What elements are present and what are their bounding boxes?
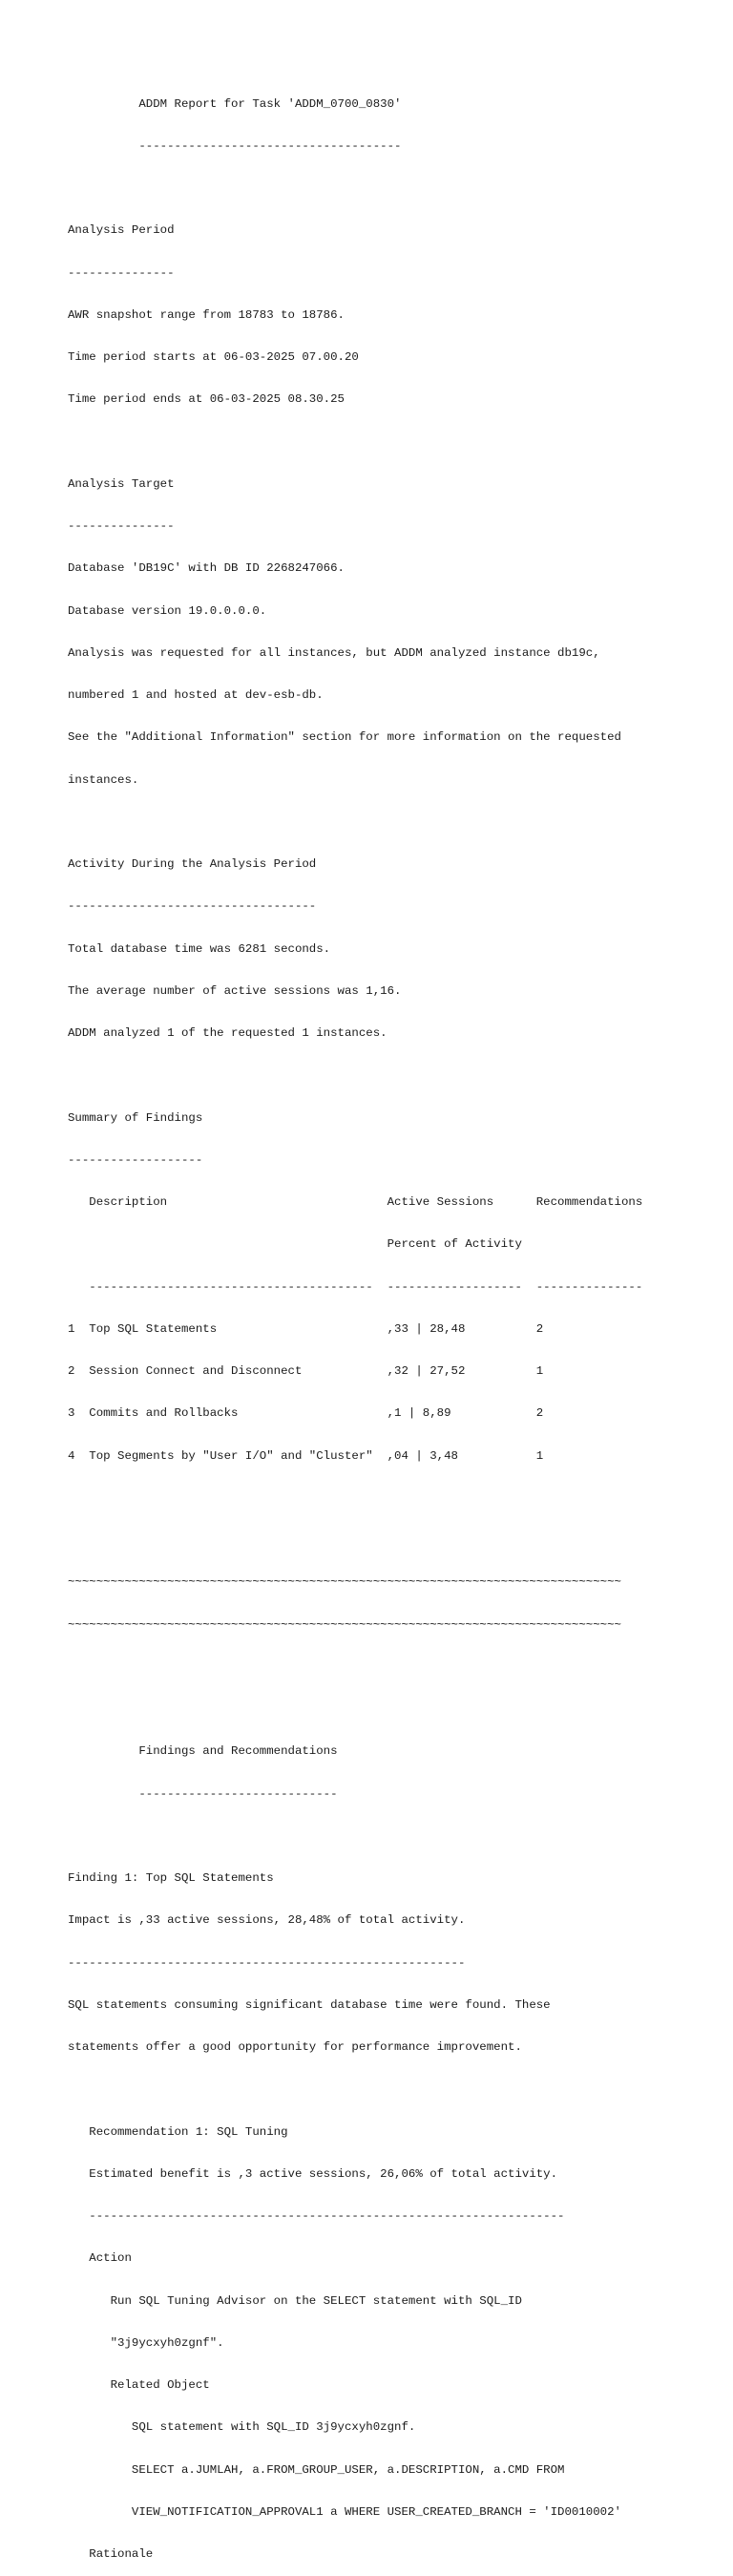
findings-title: Findings and Recommendations — [68, 1744, 338, 1759]
blank-line — [68, 1068, 642, 1083]
report-line: AWR snapshot range from 18783 to 18786. — [68, 307, 345, 322]
report-line: SQL statement with SQL_ID 3j9ycxyh0zgnf. — [68, 2420, 416, 2435]
section-underline: ----------------------------------- — [68, 899, 317, 914]
blank-line — [68, 1660, 642, 1675]
report-line: Database version 19.0.0.0.0. — [68, 603, 267, 618]
blank-line — [68, 1702, 642, 1717]
finding-underline: -------------------------------------------------------- — [68, 1955, 466, 1970]
summary-table-header: Percent of Activity — [68, 1237, 522, 1252]
blank-line — [68, 1491, 642, 1506]
summary-table-row: 2 Session Connect and Disconnect ,32 | 27,52 1 — [68, 1364, 544, 1378]
report-line: The average number of active sessions was 1,16. — [68, 983, 402, 998]
findings-title-underline: ---------------------------- — [68, 1786, 338, 1801]
tilde-separator: ~~~~~~~~~~~~~~~~~~~~~~~~~~~~~~~~~~~~~~~~~~~~~~~~~~~~~~~~~~~~~~~~~~~~~~~~~~~~~~ — [68, 1617, 621, 1632]
addm-report-text — [68, 69, 642, 2576]
report-line: statements offer a good opportunity for performance improvement. — [68, 2040, 522, 2054]
section-heading-summary: Summary of Findings — [68, 1110, 203, 1125]
recommendation-underline: ------------------------------------------------------------------- — [68, 2209, 565, 2223]
report-line: Analysis was requested for all instances, but ADDM analyzed instance db19c, — [68, 645, 600, 660]
report-line: Time period starts at 06-03-2025 07.00.20 — [68, 350, 359, 364]
report-line: Run SQL Tuning Advisor on the SELECT statement with SQL_ID — [68, 2293, 522, 2308]
report-line: "3j9ycxyh0zgnf". — [68, 2335, 224, 2350]
recommendation-heading: Recommendation 1: SQL Tuning — [68, 2124, 288, 2139]
related-object-heading: Related Object — [68, 2378, 210, 2392]
summary-table-rule: ---------------------------------------- ------------------- --------------- — [68, 1279, 643, 1294]
report-line: Database 'DB19C' with DB ID 2268247066. — [68, 561, 345, 576]
summary-table-row: 4 Top Segments by "User I/O" and "Cluster" ,04 | 3,48 1 — [68, 1448, 544, 1463]
summary-table-row: 1 Top SQL Statements ,33 | 28,48 2 — [68, 1321, 544, 1336]
report-line: Total database time was 6281 seconds. — [68, 941, 331, 956]
report-line: instances. — [68, 772, 139, 787]
section-underline: ------------------- — [68, 1152, 203, 1167]
finding-impact: Impact is ,33 active sessions, 28,48% of total activity. — [68, 1913, 466, 1928]
report-line: SQL statements consuming significant database time were found. These — [68, 1997, 551, 2012]
title-underline: ------------------------------------- — [68, 138, 402, 153]
blank-line — [68, 1533, 642, 1548]
sql-text-line: VIEW_NOTIFICATION_APPROVAL1 a WHERE USER_CREATED_BRANCH = 'ID0010002' — [68, 2504, 621, 2519]
section-underline: --------------- — [68, 519, 175, 533]
section-underline: --------------- — [68, 265, 175, 280]
action-heading: Action — [68, 2251, 132, 2266]
summary-table-row: 3 Commits and Rollbacks ,1 | 8,89 2 — [68, 1406, 544, 1421]
sql-text-line: SELECT a.JUMLAH, a.FROM_GROUP_USER, a.DESCRIPTION, a.CMD FROM — [68, 2462, 565, 2477]
summary-table-header: Description Active Sessions Recommendations — [68, 1195, 643, 1209]
report-line: See the "Additional Information" section for more information on the requested — [68, 730, 621, 745]
blank-line — [68, 181, 642, 196]
tilde-separator: ~~~~~~~~~~~~~~~~~~~~~~~~~~~~~~~~~~~~~~~~~~~~~~~~~~~~~~~~~~~~~~~~~~~~~~~~~~~~~~ — [68, 1575, 621, 1590]
section-heading-activity: Activity During the Analysis Period — [68, 857, 317, 871]
section-heading-analysis-period: Analysis Period — [68, 223, 175, 238]
report-line: Time period ends at 06-03-2025 08.30.25 — [68, 392, 345, 407]
blank-line — [68, 1829, 642, 1844]
blank-line — [68, 2082, 642, 2097]
recommendation-benefit: Estimated benefit is ,3 active sessions, 26,06% of total activity. — [68, 2166, 558, 2181]
finding-heading: Finding 1: Top SQL Statements — [68, 1871, 274, 1885]
blank-line — [68, 815, 642, 830]
rationale-heading: Rationale — [68, 2547, 154, 2561]
report-title: ADDM Report for Task 'ADDM_0700_0830' — [68, 96, 402, 111]
report-line: ADDM analyzed 1 of the requested 1 instances. — [68, 1026, 387, 1040]
blank-line — [68, 435, 642, 450]
report-line: numbered 1 and hosted at dev-esb-db. — [68, 688, 324, 702]
section-heading-analysis-target: Analysis Target — [68, 476, 175, 491]
